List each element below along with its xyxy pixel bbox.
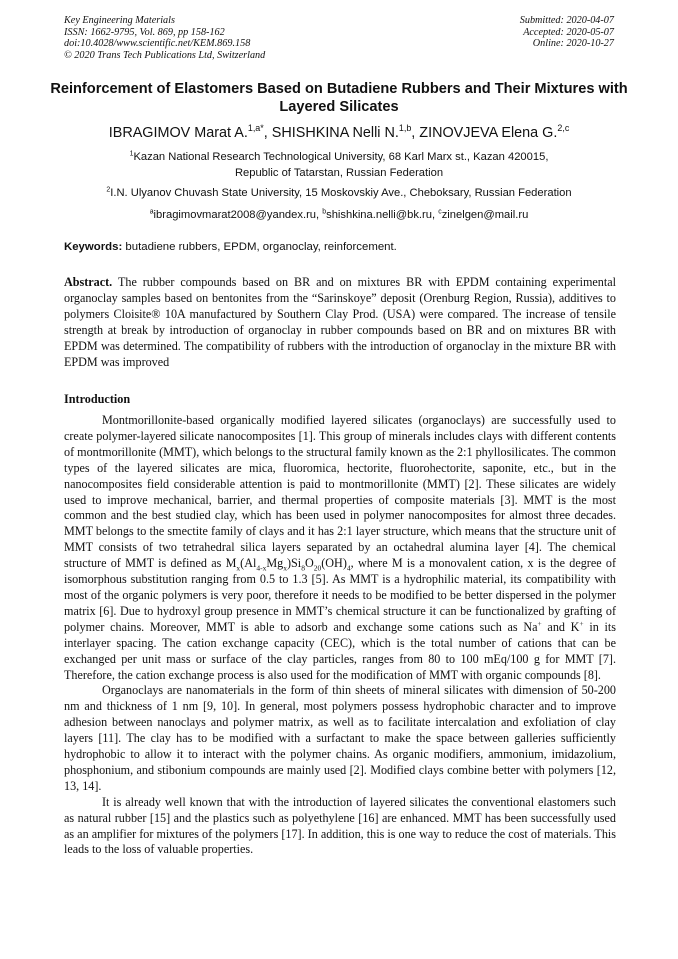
paragraph: Organoclays are nanomaterials in the form of thin sheets of mineral silicates with dimension of 50-200 nm and thickness of 1 nm [9, 10]. In general, most polymers possess hydrophobic character and to improve adhesion between nanoclays and polymer matrix, as well as to facilitate intercalation and exfoliation of clay layers [11]. The clay has to be modified with a surfactant to make the space between galleries sufficiently hydrophobic to allow it to interact with the polymer chains. As organic modifiers, ammonium, imidazolium, phosphonium, and stibonium compounds are mainly used [2]. Modified clays combine better with polymers [12, 13, 14].	[64, 683, 616, 793]
affil-text: I.N. Ulyanov Chuvash State University, 15 Moskovskiy Ave., Cheboksary, Russian Federation	[110, 187, 572, 199]
keywords-label: Keywords:	[64, 241, 123, 253]
author-affil-marker: 1,b	[398, 123, 412, 134]
doi-line: doi:10.4028/www.scientific.net/KEM.869.158	[64, 38, 251, 49]
paper-title: Reinforcement of Elastomers Based on Butadiene Rubbers and Their Mixtures with Layered Silicates	[50, 81, 628, 115]
author-list: IBRAGIMOV Marat A.$^{1,a*}$, SHISHKINA Nelli N.$^{1,b}$, ZINOVJEVA Elena G.$^{2,c}$	[108, 123, 570, 141]
abstract	[64, 275, 616, 370]
affiliation-1	[40, 149, 638, 181]
online-date: Online: 2020-10-27	[532, 38, 614, 49]
issn-line: ISSN: 1662-9795, Vol. 869, pp 158-162	[64, 26, 225, 38]
author-name: SHISHKINA Nelli N.	[271, 125, 399, 141]
affil-text: Republic of Tatarstan, Russian Federation	[234, 167, 444, 179]
section-heading-introduction: Introduction	[64, 392, 131, 406]
keywords-text: butadiene rubbers, EPDM, organoclay, reinforcement.	[125, 241, 397, 253]
dates-header	[520, 15, 614, 50]
paragraph: Montmorillonite-based organically modified layered silicates (organoclays) are successfully used to create polymer-layered silicate nanocomposites [1]. This group of minerals includes clays with different contents of montmorillonite (MMT), which belongs to the structural family known as the 2:1 phyllosilicates. The common types of the layered silicates are mica, fluoromica, hectorite, fluorohectorite, saponite, etc., but in the nanocomposites field considerable attention is paid to montmorillonite (MMT) [2]. These silicates are widely used to improve mechanical, barrier, and thermal properties of composite materials [3]. MMT is the most common and the best studied clay, which has been used in polymer nanocomposites for almost three decades. MMT belongs to the smectite family of clays and it has 2:1 layer structure, which means that the structure unit of MMT consists of two tetrahedral silica layers separated by an octahedral alumina layer [4]. The chemical structure of MMT is defined as $M_x(Al_{4-x}Mg_x)Si_8O_{20}(OH)_4$, where M is a monovalent cation, x is the degree of isomorphous substitution ranging from 0.5 to 1.3 [5]. As MMT is a hydrophilic material, its compatibility with most of the organic polymers is very poor, therefore it needs to be modified to be better dispersed in the polymer matrix [6]. Due to hydroxyl group presence in MMT’s chemical structure it can be functionalized by grafting of polymer chains. Moreover, MMT is able to adsorb and exchange some cations such as Na+ and K+ in its interlayer spacing. The cation exchange capacity (CEC), which is the total number of cations that can be exchanged per unit mass or surface of the clay particles, ranges from 80 to 100 mEq/100 g for MMT [7]. Therefore, the cation exchange process is also used for the modification of MMT with organic compounds [8].	[64, 413, 617, 682]
affil-number: 1	[129, 150, 134, 158]
abstract-text: The rubber compounds based on BR and on mixtures BR with EPDM containing experimental organoclay samples based on bentonites from the “Sarinskoye” deposit (Orenburg Region, Russia), additives to polymers Cloisite® 10A manufactured by Southern Clay Prod. (USA) were compared. The increase of tensile strength at break by introduction of organoclay in rubber compounds based on BR and on mixtures BR with EPDM was determined. The compatibility of rubbers with the introduction of organoclay in the mixture BR with EPDM was improved	[64, 275, 616, 369]
submitted-date: Submitted: 2020-04-07	[519, 15, 614, 26]
affiliation-2	[40, 185, 638, 201]
affil-text: Kazan National Research Technological University, 68 Karl Marx st., Kazan 420015,	[133, 151, 549, 163]
email-link[interactable]: ibragimovmarat2008@yandex.ru	[153, 209, 317, 221]
author-name: ZINOVJEVA Elena G.	[419, 125, 558, 141]
author-name: IBRAGIMOV Marat A.	[108, 125, 248, 141]
email-list: $^a$ibragimovmarat2008@yandex.ru, $^b$shishkina.nelli@bk.ru, $^c$zinelgen@mail.ru	[149, 208, 529, 221]
email-link[interactable]: zinelgen@mail.ru	[441, 209, 529, 221]
accepted-date: Accepted: 2020-05-07	[523, 26, 614, 38]
keywords	[64, 241, 616, 253]
journal-name: Key Engineering Materials	[64, 15, 175, 26]
journal-header	[64, 15, 265, 61]
affil-number: 2	[106, 186, 111, 194]
author-affil-marker: 2,c	[557, 123, 570, 134]
author-affil-marker: 1,a*	[247, 123, 264, 134]
copyright-line: © 2020 Trans Tech Publications Ltd, Switzerland	[64, 49, 266, 61]
paragraph: It is already well known that with the introduction of layered silicates the conventional elastomers such as natural rubber [15] and the plastics such as polyethylene [16] are enhanced. MMT has been successfully used as an amplifier for mixtures of the polymers [17]. In addition, this is one way to reduce the cost of materials. This leads to the loss of valuable properties.	[64, 794, 616, 857]
email-link[interactable]: shishkina.nelli@bk.ru	[326, 209, 432, 221]
introduction-body	[64, 413, 616, 858]
abstract-label: Abstract.	[64, 275, 113, 289]
